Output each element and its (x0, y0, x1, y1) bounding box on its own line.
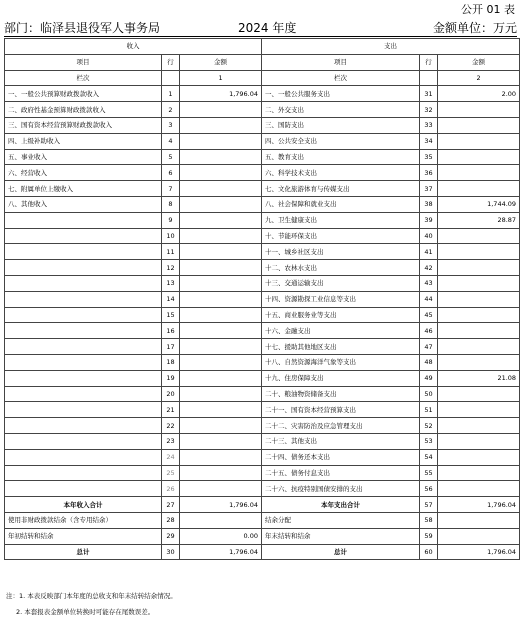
begin-balance-line: 29 (162, 528, 180, 544)
income-amount (180, 465, 262, 481)
expense-amount (438, 149, 520, 165)
expense-item: 三、国防支出 (262, 117, 420, 133)
table-row (5, 149, 520, 165)
table-row (5, 307, 520, 323)
income-item (5, 275, 162, 291)
use-balance-amount (180, 512, 262, 528)
use-balance-label: 使用非财政拨款结余（含专用结余） (5, 512, 162, 528)
income-item: 三、国有资本经营预算财政拨款收入 (5, 117, 162, 133)
expense-item: 七、文化旅游体育与传媒支出 (262, 181, 420, 197)
table-row (5, 449, 520, 465)
expense-item: 二十三、其他支出 (262, 433, 420, 449)
expense-line: 50 (420, 386, 438, 402)
carryover-row (5, 528, 520, 544)
income-order-empty (162, 70, 180, 86)
income-title: 收入 (5, 39, 262, 55)
expense-line: 54 (420, 449, 438, 465)
income-line: 13 (162, 275, 180, 291)
expense-item: 十、节能环保支出 (262, 228, 420, 244)
column-order-row (5, 70, 520, 86)
income-amount (180, 102, 262, 118)
income-amount: 1,796.04 (180, 86, 262, 102)
income-line: 3 (162, 117, 180, 133)
expense-grand-amount: 1,796.04 (438, 544, 520, 560)
income-item (5, 433, 162, 449)
expense-amount: 21.08 (438, 370, 520, 386)
total-row (5, 497, 520, 513)
income-line: 4 (162, 133, 180, 149)
table-row (5, 370, 520, 386)
expense-line: 37 (420, 181, 438, 197)
expense-line: 36 (420, 165, 438, 181)
expense-amount (438, 181, 520, 197)
income-line: 9 (162, 212, 180, 228)
income-amount (180, 402, 262, 418)
income-amount (180, 386, 262, 402)
expense-item: 四、公共安全支出 (262, 133, 420, 149)
begin-balance-label: 年初结转和结余 (5, 528, 162, 544)
income-item (5, 339, 162, 355)
income-amount (180, 418, 262, 434)
income-item (5, 212, 162, 228)
income-line: 2 (162, 102, 180, 118)
income-line: 25 (162, 465, 180, 481)
income-amount (180, 291, 262, 307)
expense-line: 55 (420, 465, 438, 481)
income-item: 四、上级补助收入 (5, 133, 162, 149)
expense-item: 八、社会保障和就业支出 (262, 196, 420, 212)
income-line: 26 (162, 481, 180, 497)
expense-item: 二十、粮油物资储备支出 (262, 386, 420, 402)
expense-item: 二十四、债务还本支出 (262, 449, 420, 465)
expense-item: 二十二、灾害防治及应急管理支出 (262, 418, 420, 434)
income-item (5, 260, 162, 276)
income-amount (180, 260, 262, 276)
table-row (5, 433, 520, 449)
income-item (5, 465, 162, 481)
expense-item: 十一、城乡社区支出 (262, 244, 420, 260)
expense-amount (438, 117, 520, 133)
footnote-1: 注：1. 本表反映部门本年度的总收支和年末结转结余情况。 (6, 592, 177, 600)
end-balance-label: 年末结转和结余 (262, 528, 420, 544)
income-line: 10 (162, 228, 180, 244)
expense-amount (438, 339, 520, 355)
income-amount (180, 481, 262, 497)
expense-amount (438, 102, 520, 118)
distribution-amount (438, 512, 520, 528)
column-header-row (5, 54, 520, 70)
report-header (4, 18, 517, 36)
expense-item: 十九、住房保障支出 (262, 370, 420, 386)
income-amount (180, 212, 262, 228)
table-row (5, 212, 520, 228)
expense-item: 十五、商业服务业等支出 (262, 307, 420, 323)
income-item (5, 370, 162, 386)
income-item (5, 449, 162, 465)
expense-line: 35 (420, 149, 438, 165)
expense-amount: 1,744.09 (438, 196, 520, 212)
section-header-row (5, 39, 520, 55)
header-rule (4, 36, 517, 37)
table-row (5, 339, 520, 355)
expense-line: 34 (420, 133, 438, 149)
table-row (5, 323, 520, 339)
expense-total-amount: 1,796.04 (438, 497, 520, 513)
expense-line: 41 (420, 244, 438, 260)
expense-line: 51 (420, 402, 438, 418)
income-item (5, 418, 162, 434)
income-line-header: 行 (162, 54, 180, 70)
table-row (5, 402, 520, 418)
income-amount (180, 339, 262, 355)
income-item (5, 323, 162, 339)
income-line: 7 (162, 181, 180, 197)
income-line: 12 (162, 260, 180, 276)
expense-amount (438, 481, 520, 497)
expense-order-empty (420, 70, 438, 86)
expense-title: 支出 (262, 39, 520, 55)
expense-line: 32 (420, 102, 438, 118)
income-item: 七、附属单位上缴收入 (5, 181, 162, 197)
table-row (5, 418, 520, 434)
income-line: 5 (162, 149, 180, 165)
expense-amount (438, 354, 520, 370)
expense-amount (438, 291, 520, 307)
distribution-label: 结余分配 (262, 512, 420, 528)
table-row (5, 102, 520, 118)
income-line: 19 (162, 370, 180, 386)
expense-line: 42 (420, 260, 438, 276)
income-item: 六、经营收入 (5, 165, 162, 181)
expense-total-label: 本年支出合计 (262, 497, 420, 513)
begin-balance-amount: 0.00 (180, 528, 262, 544)
expense-amount (438, 449, 520, 465)
end-balance-amount (438, 528, 520, 544)
income-line: 6 (162, 165, 180, 181)
expense-item: 六、科学技术支出 (262, 165, 420, 181)
income-amount (180, 181, 262, 197)
income-amount (180, 433, 262, 449)
table-row (5, 228, 520, 244)
income-line: 17 (162, 339, 180, 355)
income-item (5, 307, 162, 323)
income-line: 23 (162, 433, 180, 449)
expense-amount (438, 307, 520, 323)
income-item (5, 354, 162, 370)
form-code: 公开 01 表 (461, 3, 515, 16)
income-amount (180, 307, 262, 323)
expense-line: 56 (420, 481, 438, 497)
income-item-header: 项目 (5, 54, 162, 70)
income-line: 21 (162, 402, 180, 418)
income-order-number: 1 (180, 70, 262, 86)
expense-amount: 28.87 (438, 212, 520, 228)
income-line: 11 (162, 244, 180, 260)
expense-line: 49 (420, 370, 438, 386)
income-amount (180, 117, 262, 133)
unit-label: 金额单位：万元 (432, 21, 517, 35)
expense-line: 53 (420, 433, 438, 449)
expense-item: 二十六、抗疫特别国债安排的支出 (262, 481, 420, 497)
expense-order-number: 2 (438, 70, 520, 86)
expense-item: 二十五、债务付息支出 (262, 465, 420, 481)
income-order-label: 栏次 (5, 70, 162, 86)
income-line: 20 (162, 386, 180, 402)
income-line: 14 (162, 291, 180, 307)
income-total-line: 27 (162, 497, 180, 513)
expense-amount (438, 402, 520, 418)
expense-order-label: 栏次 (262, 70, 420, 86)
income-item: 一、一般公共预算财政拨款收入 (5, 86, 162, 102)
expense-item: 二十一、国有资本经营预算支出 (262, 402, 420, 418)
table-row (5, 165, 520, 181)
expense-line: 45 (420, 307, 438, 323)
income-line: 22 (162, 418, 180, 434)
income-line: 1 (162, 86, 180, 102)
expense-line: 43 (420, 275, 438, 291)
table-row (5, 86, 520, 102)
expense-item: 二、外交支出 (262, 102, 420, 118)
expense-line: 31 (420, 86, 438, 102)
expense-amount (438, 244, 520, 260)
income-amount (180, 133, 262, 149)
expense-item: 十二、农林水支出 (262, 260, 420, 276)
expense-amount (438, 165, 520, 181)
table-row (5, 291, 520, 307)
income-amount (180, 149, 262, 165)
expense-item: 十六、金融支出 (262, 323, 420, 339)
expense-line: 47 (420, 339, 438, 355)
income-item: 二、政府性基金预算财政拨款收入 (5, 102, 162, 118)
table-row (5, 133, 520, 149)
expense-amount (438, 418, 520, 434)
expense-line-header: 行 (420, 54, 438, 70)
income-amount (180, 228, 262, 244)
income-item (5, 386, 162, 402)
expense-item: 十三、交通运输支出 (262, 275, 420, 291)
table-row (5, 481, 520, 497)
expense-item: 五、教育支出 (262, 149, 420, 165)
expense-amount (438, 465, 520, 481)
expense-item: 十八、自然资源海洋气象等支出 (262, 354, 420, 370)
income-line: 8 (162, 196, 180, 212)
income-amount-header: 金额 (180, 54, 262, 70)
expense-amount (438, 228, 520, 244)
table-row (5, 260, 520, 276)
expense-amount (438, 386, 520, 402)
expense-line: 52 (420, 418, 438, 434)
budget-table (4, 38, 520, 560)
end-balance-line: 59 (420, 528, 438, 544)
income-line: 18 (162, 354, 180, 370)
grand-total-row (5, 544, 520, 560)
table-row (5, 244, 520, 260)
income-total-amount: 1,796.04 (180, 497, 262, 513)
expense-amount (438, 433, 520, 449)
income-item (5, 402, 162, 418)
table-row (5, 196, 520, 212)
table-row (5, 465, 520, 481)
income-item: 五、事业收入 (5, 149, 162, 165)
year-label: 2024 年度 (238, 21, 297, 35)
expense-line: 40 (420, 228, 438, 244)
expense-grand-label: 总计 (262, 544, 420, 560)
expense-amount (438, 275, 520, 291)
expense-line: 38 (420, 196, 438, 212)
income-amount (180, 165, 262, 181)
income-amount (180, 449, 262, 465)
balance-use-row (5, 512, 520, 528)
income-item: 八、其他收入 (5, 196, 162, 212)
table-row (5, 181, 520, 197)
expense-amount: 2.00 (438, 86, 520, 102)
expense-item: 一、一般公共服务支出 (262, 86, 420, 102)
income-grand-amount: 1,796.04 (180, 544, 262, 560)
income-amount (180, 275, 262, 291)
expense-amount (438, 260, 520, 276)
expense-item: 九、卫生健康支出 (262, 212, 420, 228)
table-row (5, 275, 520, 291)
expense-line: 48 (420, 354, 438, 370)
expense-line: 39 (420, 212, 438, 228)
expense-grand-line: 60 (420, 544, 438, 560)
table-row (5, 354, 520, 370)
footnotes (6, 588, 177, 620)
income-total-label: 本年收入合计 (5, 497, 162, 513)
income-amount (180, 196, 262, 212)
income-line: 24 (162, 449, 180, 465)
table-row (5, 117, 520, 133)
income-amount (180, 244, 262, 260)
expense-amount (438, 133, 520, 149)
income-line: 16 (162, 323, 180, 339)
use-balance-line: 28 (162, 512, 180, 528)
income-grand-label: 总计 (5, 544, 162, 560)
expense-item-header: 项目 (262, 54, 420, 70)
footnote-2: 2. 本套报表金额单位转换时可能存在尾数误差。 (16, 608, 155, 616)
expense-line: 33 (420, 117, 438, 133)
income-amount (180, 370, 262, 386)
expense-amount-header: 金额 (438, 54, 520, 70)
expense-line: 44 (420, 291, 438, 307)
distribution-line: 58 (420, 512, 438, 528)
expense-total-line: 57 (420, 497, 438, 513)
expense-line: 46 (420, 323, 438, 339)
expense-amount (438, 323, 520, 339)
table-row (5, 386, 520, 402)
expense-item: 十七、援助其他地区支出 (262, 339, 420, 355)
income-item (5, 291, 162, 307)
income-item (5, 228, 162, 244)
expense-item: 十四、资源勘探工业信息等支出 (262, 291, 420, 307)
income-line: 15 (162, 307, 180, 323)
income-amount (180, 354, 262, 370)
income-item (5, 244, 162, 260)
income-item (5, 481, 162, 497)
department-label: 部门：临泽县退役军人事务局 (4, 21, 161, 35)
income-amount (180, 323, 262, 339)
income-grand-line: 30 (162, 544, 180, 560)
